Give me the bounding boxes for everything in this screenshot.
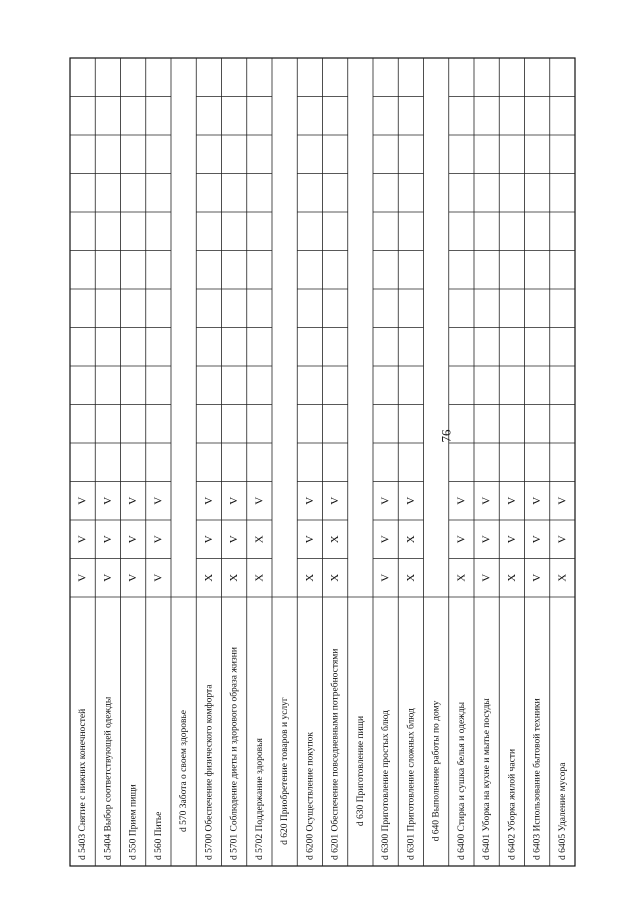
assessment-mark: X — [253, 535, 266, 544]
assessment-mark: V — [404, 496, 417, 505]
row-label: d 6300 Приготовление простых блюд — [381, 710, 392, 860]
row-label: d 6405 Удаление мусора — [557, 762, 568, 860]
assessment-mark: V — [101, 535, 114, 544]
section-header-label: d 570 Забота о своем здоровье — [179, 710, 190, 832]
table-row — [196, 58, 221, 866]
assessment-mark: V — [152, 496, 165, 505]
row-label: d 560 Питье — [153, 811, 164, 860]
assessment-mark: V — [455, 535, 468, 544]
assessment-mark: X — [455, 573, 468, 582]
table-row — [550, 58, 575, 866]
assessment-mark: V — [505, 496, 518, 505]
row-label: d 6400 Стирка и сушка белья и одежды — [456, 702, 467, 860]
table-row — [95, 58, 120, 866]
row-label: d 6301 Приготовление сложных блюд — [406, 708, 417, 860]
row-label: d 550 Прием пищи — [128, 784, 139, 860]
assessment-mark: V — [228, 535, 241, 544]
assessment-mark: V — [556, 496, 569, 505]
assessment-mark: V — [480, 573, 493, 582]
assessment-mark: V — [101, 573, 114, 582]
table-row — [323, 58, 348, 866]
section-header-row — [424, 58, 442, 866]
table-row — [373, 58, 398, 866]
row-label: d 5403 Снятие с нижних конечностей — [78, 708, 89, 860]
assessment-mark: V — [228, 496, 241, 505]
assessment-mark: X — [228, 573, 241, 582]
table-row — [398, 58, 423, 866]
row-label: d 6200 Осуществление покупок — [305, 732, 316, 860]
table-row — [499, 58, 524, 866]
table-row — [297, 58, 322, 866]
table-row — [146, 58, 171, 866]
section-header-row — [171, 58, 189, 866]
row-label: d 6402 Уборка жилой части — [507, 748, 518, 860]
page-number: 76 — [438, 429, 454, 443]
assessment-mark: V — [531, 496, 544, 505]
section-header-label: d 640 Выполнение работы по дому — [431, 700, 442, 842]
assessment-mark: V — [202, 496, 215, 505]
table-row — [449, 58, 474, 866]
assessment-mark: V — [379, 535, 392, 544]
assessment-mark: V — [303, 535, 316, 544]
assessment-mark: V — [127, 573, 140, 582]
row-label: d 6401 Уборка на кухне и мытье посуды — [482, 698, 493, 860]
row-label: d 5404 Выбор соответствующей одежды — [103, 696, 114, 860]
table-row — [70, 97, 95, 861]
table-row — [247, 58, 272, 866]
assessment-mark: V — [505, 535, 518, 544]
assessment-mark: X — [303, 573, 316, 582]
table-row — [474, 58, 499, 866]
assessment-mark: V — [152, 535, 165, 544]
assessment-mark: V — [379, 573, 392, 582]
assessment-mark: V — [202, 535, 215, 544]
assessment-mark: X — [202, 573, 215, 582]
assessment-mark: V — [152, 573, 165, 582]
assessment-mark: V — [127, 535, 140, 544]
assessment-mark: V — [480, 535, 493, 544]
row-label: d 5701 Соблюдение диеты и здорового образа жизни — [229, 647, 240, 860]
assessment-mark: V — [76, 535, 89, 544]
assessment-mark: X — [404, 535, 417, 544]
table-row — [525, 58, 550, 866]
row-label: d 6403 Использование бытовой техники — [532, 698, 543, 860]
row-label: d 5700 Обеспечение физического комфорта — [204, 684, 215, 860]
row-label: d 5702 Поддержание здоровья — [254, 738, 265, 860]
section-header-label: d 630 Приготовление пищи — [355, 715, 366, 827]
assessment-mark: V — [556, 535, 569, 544]
assessment-mark: X — [505, 573, 518, 582]
assessment-mark: V — [253, 496, 266, 505]
table-row — [222, 58, 247, 866]
assessment-mark: V — [531, 573, 544, 582]
assessment-mark: V — [76, 573, 89, 582]
assessment-mark: X — [329, 535, 342, 544]
section-header-row — [272, 58, 290, 866]
table-row — [121, 58, 146, 866]
assessment-mark: V — [101, 496, 114, 505]
section-header-label: d 620 Приобретение товаров и услуг — [280, 697, 291, 845]
assessment-mark: V — [480, 496, 493, 505]
assessment-mark: V — [76, 496, 89, 505]
assessment-mark: V — [379, 496, 392, 505]
assessment-mark: V — [127, 496, 140, 505]
assessment-mark: V — [531, 535, 544, 544]
assessment-mark: X — [404, 573, 417, 582]
assessment-mark: X — [556, 573, 569, 582]
row-label: d 6201 Обеспечение повседневными потребностями — [330, 648, 341, 860]
assessment-mark: V — [455, 496, 468, 505]
assessment-mark: V — [329, 496, 342, 505]
assessment-mark: X — [253, 573, 266, 582]
section-header-row — [348, 58, 366, 866]
assessment-mark: V — [303, 496, 316, 505]
assessment-mark: X — [329, 573, 342, 582]
